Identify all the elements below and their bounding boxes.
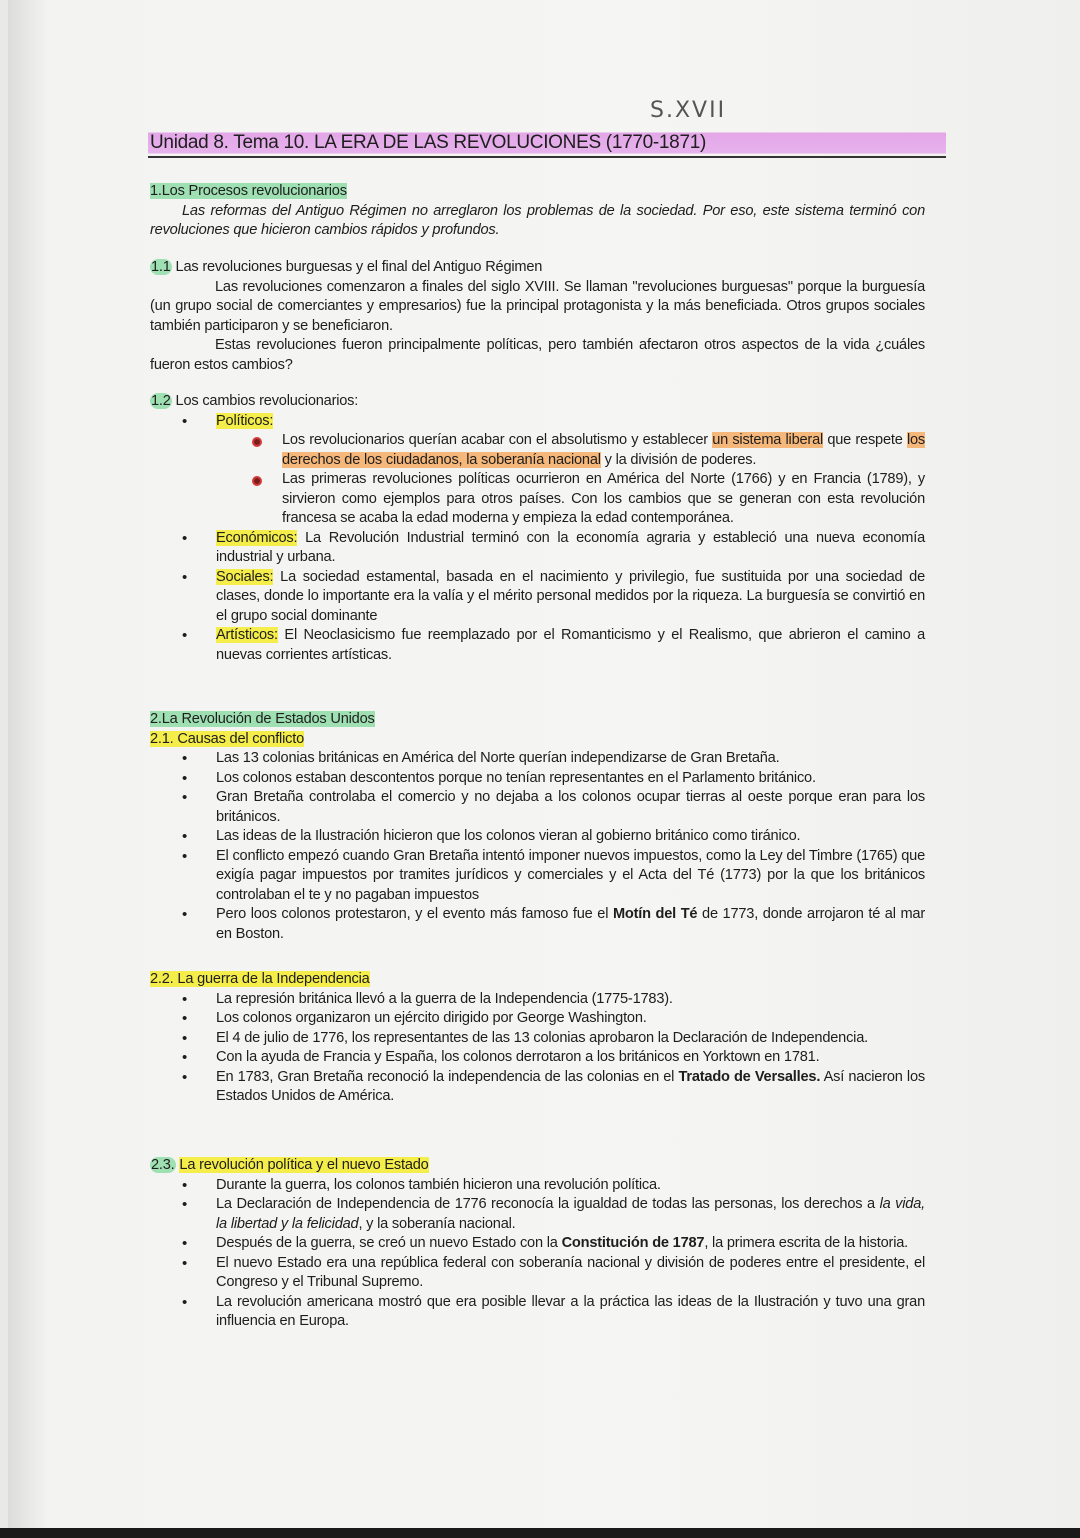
page-title bbox=[148, 130, 946, 158]
text: Después de la guerra, se creó un nuevo Estado con la bbox=[216, 1235, 562, 1251]
list-item: • El conflicto empezó cuando Gran Bretaña intentó imponer nuevos impuestos, como la Ley del Timbre (1765) que exigía pagar impuestos por tramites jurídicos y comerciales y el Acta del Té (1773) por la que los británicos controlaban el te y no pagaban impuestos bbox=[150, 847, 925, 906]
list-item bbox=[150, 1068, 925, 1107]
text: , y la soberanía nacional. bbox=[358, 1215, 516, 1232]
list-item bbox=[150, 1234, 925, 1254]
list-item: • Los colonos estaban descontentos porque no tenían representantes en el Parlamento británico. bbox=[150, 769, 925, 789]
list-item: • La represión británica llevó a la guerra de la Independencia (1775-1783). bbox=[150, 990, 925, 1010]
list-item: • Las 13 colonias británicas en América del Norte querían independizarse de Gran Bretaña. bbox=[150, 749, 925, 769]
list-item: • Durante la guerra, los colonos también hicieron una revolución política. bbox=[150, 1176, 925, 1196]
list-item bbox=[150, 1195, 925, 1234]
list-item: • El 4 de julio de 1776, los representantes de las 13 colonias aprobaron la Declaración de Independencia. bbox=[150, 1029, 925, 1049]
list-item bbox=[150, 626, 925, 665]
list-item: • Gran Bretaña controlaba el comercio y no dejaba a los colonos ocupar tierras al oeste porque eran para los británicos. bbox=[150, 788, 925, 827]
label-economicos: Económicos: bbox=[216, 529, 298, 546]
title-text: Unidad 8. Tema 10. LA ERA DE LAS REVOLUCIONES (1770-1871) bbox=[150, 132, 707, 153]
text: En 1783, Gran Bretaña reconoció la independencia de las colonias en el bbox=[216, 1068, 679, 1085]
list-item: • La revolución americana mostró que era posible llevar a la práctica las ideas de la Ilustración y tuvo una gran influencia en Europa. bbox=[150, 1293, 925, 1332]
section-number: 2.3. bbox=[151, 1157, 175, 1173]
list-item: • Las ideas de la Ilustración hicieron que los colonos vieran al gobierno británico como tiránico. bbox=[150, 827, 925, 847]
subsection-heading: La revolución política y el nuevo Estado bbox=[179, 1157, 429, 1173]
text: Pero loos colonos protestaron, y el evento más famoso fue el bbox=[216, 906, 613, 922]
text: El Neoclasicismo fue reemplazado por el Romanticismo y el Realismo, que abrieron el camino a nuevas corrientes artísticas. bbox=[216, 627, 925, 663]
list-item bbox=[150, 905, 925, 944]
paragraph: Las reformas del Antiguo Régimen no arreglaron los problemas de la sociedad. Por eso, este sistema terminó con revoluciones que hicieron cambios rápidos y profundos. bbox=[150, 202, 925, 238]
section-heading: 2.La Revolución de Estados Unidos bbox=[150, 711, 375, 727]
list-item bbox=[150, 568, 925, 627]
bold-text: Motín del Té bbox=[612, 906, 698, 922]
list-item bbox=[150, 412, 925, 432]
bold-text: Tratado de Versalles. bbox=[678, 1068, 821, 1085]
list-item bbox=[150, 431, 925, 470]
text: Así nacieron los Estados Unidos de América. bbox=[216, 1068, 925, 1104]
highlight: los derechos de los ciudadanos, la soberanía nacional bbox=[282, 432, 926, 468]
text: y la división de poderes. bbox=[600, 451, 757, 468]
section-number: 1.1 bbox=[151, 259, 171, 275]
list-item: • Los colonos organizaron un ejército dirigido por George Washington. bbox=[150, 1009, 925, 1029]
label-artisticos: Artísticos: bbox=[216, 627, 278, 643]
section-heading: Los cambios revolucionarios: bbox=[175, 393, 359, 409]
list-item: • El nuevo Estado era una república federal con soberanía nacional y división de poderes entre el presidente, el Congreso y el Tribunal Supremo. bbox=[150, 1254, 925, 1293]
paragraph: Las revoluciones comenzaron a finales del siglo XVIII. Se llaman "revoluciones burguesas" porque la burguesía (un grupo social de comerciantes y empresarios) fue la principal protagonista y la más beneficiada. Otros grupos sociales también participaron y se beneficiaron. bbox=[150, 278, 925, 334]
list-item bbox=[150, 529, 925, 568]
text: Los revolucionarios querían acabar con el absolutismo y establecer bbox=[282, 432, 713, 448]
section-heading: 1.Los Procesos revolucionarios bbox=[150, 183, 347, 199]
label-sociales: Sociales: bbox=[216, 568, 274, 585]
section-2-3 bbox=[150, 1156, 925, 1332]
section-heading: Las revoluciones burguesas y el final del Antiguo Régimen bbox=[175, 259, 543, 275]
text: La sociedad estamental, basada en el nacimiento y privilegio, fue sustituida por una sociedad de clases, donde lo importante era la valía y el mérito personal medidos por la riqueza. La burguesía se convirtió en el grupo social dominante bbox=[216, 568, 925, 624]
bottom-edge bbox=[0, 1528, 1080, 1538]
label-politicos: Políticos: bbox=[216, 412, 274, 429]
bold-text: Constitución de 1787 bbox=[561, 1235, 705, 1251]
section-2-2 bbox=[150, 970, 925, 1107]
section-1-1 bbox=[150, 258, 925, 375]
subsection-heading: 2.1. Causas del conflicto bbox=[150, 730, 304, 747]
section-1 bbox=[150, 182, 925, 241]
text: de 1773, donde arrojaron té al mar en Boston. bbox=[216, 906, 925, 942]
section-2 bbox=[150, 710, 925, 944]
handwritten-note: S.XVII bbox=[650, 98, 727, 123]
list-item: • Con la ayuda de Francia y España, los colonos derrotaron a los británicos en Yorktown en 1781. bbox=[150, 1048, 925, 1068]
italic-text: la vida, la libertad y la felicidad bbox=[216, 1196, 925, 1232]
list-item: Las primeras revoluciones políticas ocurrieron en América del Norte (1766) y en Francia (1789), y sirvieron como ejemplos para otros países. Con los cambios que se generan con esta revolución francesa se acaba la edad moderna y empieza la edad contemporánea. bbox=[150, 470, 925, 529]
subsection-heading: 2.2. La guerra de la Independencia bbox=[150, 971, 370, 987]
text: , la primera escrita de la historia. bbox=[704, 1235, 909, 1251]
text: que respete bbox=[823, 432, 907, 448]
paragraph: Estas revoluciones fueron principalmente políticas, pero también afectaron otros aspectos de la vida ¿cuáles fueron estos cambios? bbox=[150, 337, 925, 373]
text: La Declaración de Independencia de 1776 reconocía la igualdad de todas las personas, los derechos a bbox=[216, 1196, 880, 1212]
text: La Revolución Industrial terminó con la economía agraria y estableció una nueva economía industrial y urbana. bbox=[216, 529, 925, 565]
section-1-2 bbox=[150, 392, 925, 665]
section-number: 1.2 bbox=[151, 393, 171, 409]
highlight: un sistema liberal bbox=[712, 432, 824, 448]
